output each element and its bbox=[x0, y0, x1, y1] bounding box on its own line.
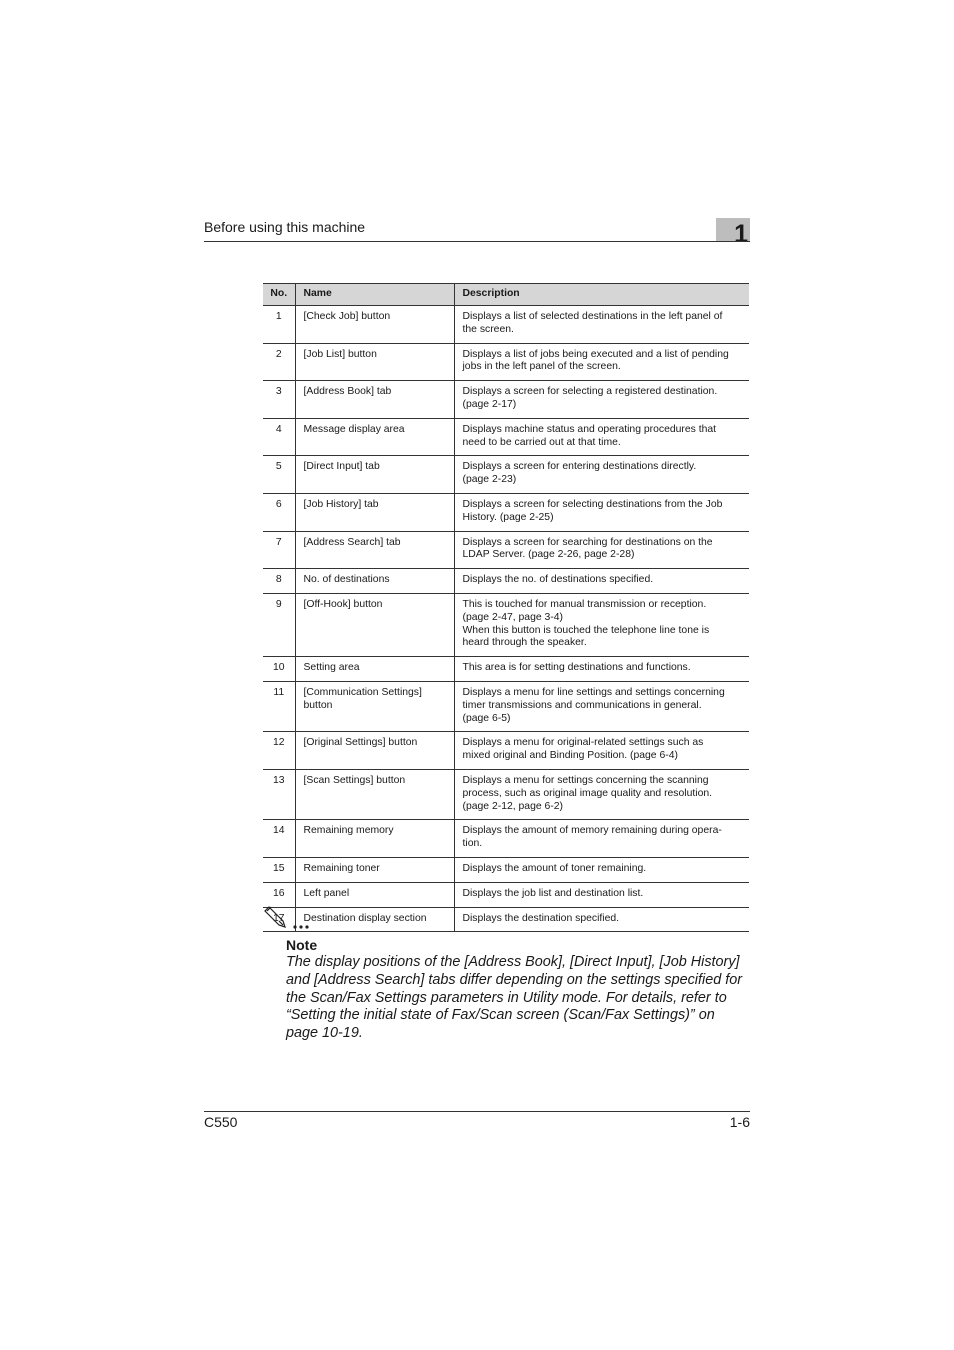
description-line: timer transmissions and communications in general. bbox=[462, 699, 702, 711]
table-row bbox=[263, 732, 749, 770]
description-line: jobs in the left panel of the screen. bbox=[462, 361, 621, 373]
component-description-cell bbox=[454, 732, 749, 770]
table-row bbox=[263, 456, 749, 494]
component-name-cell bbox=[295, 907, 454, 932]
chapter-number-badge: 1 bbox=[716, 218, 750, 241]
row-number-cell: 3 bbox=[263, 381, 295, 419]
description-line: History. (page 2-25) bbox=[462, 511, 554, 523]
component-description-cell bbox=[454, 381, 749, 419]
table-row bbox=[263, 769, 749, 819]
component-name-cell bbox=[295, 306, 454, 344]
component-name-cell bbox=[295, 381, 454, 419]
column-header-description: Description bbox=[454, 284, 749, 306]
component-name-line: [Original Settings] button bbox=[303, 737, 418, 749]
row-number-cell: 12 bbox=[263, 732, 295, 770]
component-name-line: [Check Job] button bbox=[303, 311, 391, 322]
table-row bbox=[263, 343, 749, 381]
note-line: The display positions of the [Address Book], [Direct Input], [Job History] bbox=[286, 954, 740, 970]
description-line: LDAP Server. (page 2-26, page 2-28) bbox=[462, 549, 635, 561]
row-number-cell: 17 bbox=[263, 907, 295, 932]
description-line: (page 2-17) bbox=[462, 398, 517, 410]
description-line: Displays machine status and operating procedures that bbox=[462, 423, 717, 435]
table-header-row bbox=[263, 284, 749, 306]
description-line: Displays a screen for selecting a registered destination. bbox=[462, 386, 718, 398]
row-number-cell: 11 bbox=[263, 681, 295, 731]
component-name-cell bbox=[295, 882, 454, 907]
component-description-cell bbox=[454, 593, 749, 656]
column-header-no: No. bbox=[263, 284, 295, 306]
table-row bbox=[263, 857, 749, 882]
component-name-cell bbox=[295, 531, 454, 569]
component-name-line: Remaining toner bbox=[303, 862, 380, 874]
row-number-cell: 13 bbox=[263, 769, 295, 819]
component-description-cell bbox=[454, 769, 749, 819]
component-description-cell bbox=[454, 493, 749, 531]
description-line: Displays a list of jobs being executed and a list of pending bbox=[462, 348, 729, 360]
column-header-name: Name bbox=[295, 284, 454, 306]
component-description-cell bbox=[454, 857, 749, 882]
component-name-cell bbox=[295, 343, 454, 381]
row-number-cell: 14 bbox=[263, 820, 295, 858]
table-row bbox=[263, 593, 749, 656]
description-line: Displays the no. of destinations specified. bbox=[462, 574, 654, 586]
component-name-line: Remaining memory bbox=[303, 825, 394, 837]
note-line: “Setting the initial state of Fax/Scan screen (Scan/Fax Settings)” on bbox=[286, 1007, 715, 1024]
note-line: the Scan/Fax Settings parameters in Utility mode. For details, refer to bbox=[286, 989, 727, 1006]
description-line: Displays the amount of toner remaining. bbox=[462, 862, 647, 874]
table-row bbox=[263, 381, 749, 419]
component-name-cell bbox=[295, 569, 454, 594]
component-description-cell bbox=[454, 820, 749, 858]
table-row bbox=[263, 681, 749, 731]
screen-components-table bbox=[263, 283, 749, 932]
component-description-cell bbox=[454, 418, 749, 456]
note-label: Note bbox=[286, 937, 318, 953]
pencil-note-icon bbox=[263, 905, 313, 931]
table-row bbox=[263, 657, 749, 682]
description-line: (page 2-47, page 3-4) bbox=[462, 611, 564, 623]
component-name-line: No. of destinations bbox=[303, 574, 390, 586]
note-line: and [Address Search] tabs differ depending on the settings specified for bbox=[286, 971, 742, 988]
description-line: This area is for setting destinations and functions. bbox=[462, 662, 691, 674]
component-name-line: Setting area bbox=[303, 662, 360, 674]
component-description-cell bbox=[454, 456, 749, 494]
component-name-line: button bbox=[303, 699, 333, 711]
component-description-cell bbox=[454, 882, 749, 907]
footer-divider bbox=[204, 1111, 750, 1112]
page-header-title: Before using this machine bbox=[204, 219, 366, 235]
table-row bbox=[263, 820, 749, 858]
description-line: the screen. bbox=[462, 323, 514, 335]
row-number-cell: 10 bbox=[263, 657, 295, 682]
component-name-cell bbox=[295, 418, 454, 456]
table-row bbox=[263, 493, 749, 531]
component-name-cell bbox=[295, 681, 454, 731]
table-row bbox=[263, 531, 749, 569]
description-line: process, such as original image quality and resolution. bbox=[462, 787, 713, 799]
table-body bbox=[263, 306, 749, 932]
footer-model-name: C550 bbox=[204, 1114, 238, 1130]
description-line: Displays a screen for entering destinations directly. bbox=[462, 461, 697, 473]
component-name-line: [Scan Settings] button bbox=[303, 774, 406, 786]
description-line: need to be carried out at that time. bbox=[462, 436, 621, 448]
description-line: When this button is touched the telephone line tone is bbox=[462, 624, 710, 636]
component-name-line: [Communication Settings] bbox=[303, 686, 422, 698]
component-name-line: [Job History] tab bbox=[303, 498, 379, 510]
description-line: Displays a screen for selecting destinations from the Job bbox=[462, 498, 723, 510]
table-row bbox=[263, 569, 749, 594]
component-name-line: Left panel bbox=[303, 887, 350, 899]
table-row bbox=[263, 306, 749, 344]
note-line: page 10-19. bbox=[286, 1025, 363, 1042]
description-line: Displays a menu for line settings and settings concerning bbox=[462, 686, 725, 698]
description-line: This is touched for manual transmission or reception. bbox=[462, 598, 707, 610]
component-name-cell bbox=[295, 657, 454, 682]
description-line: Displays a list of selected destinations in the left panel of bbox=[462, 311, 723, 322]
component-name-cell bbox=[295, 456, 454, 494]
component-description-cell bbox=[454, 907, 749, 932]
row-number-cell: 8 bbox=[263, 569, 295, 594]
row-number-cell: 4 bbox=[263, 418, 295, 456]
description-line: Displays a screen for searching for destinations on the bbox=[462, 536, 713, 548]
component-name-cell bbox=[295, 769, 454, 819]
footer-page-number: 1-6 bbox=[729, 1114, 750, 1130]
table-row bbox=[263, 882, 749, 907]
row-number-cell: 2 bbox=[263, 343, 295, 381]
component-name-cell bbox=[295, 857, 454, 882]
component-name-line: [Direct Input] tab bbox=[303, 461, 380, 473]
component-name-line: Destination display section bbox=[303, 912, 427, 924]
component-name-line: [Address Book] tab bbox=[303, 386, 392, 398]
description-line: Displays a menu for original-related settings such as bbox=[462, 737, 704, 749]
component-name-line: Message display area bbox=[303, 423, 405, 435]
description-line: mixed original and Binding Position. (page 6-4) bbox=[462, 750, 678, 762]
description-line: Displays the job list and destination list. bbox=[462, 887, 644, 899]
component-name-cell bbox=[295, 593, 454, 656]
row-number-cell: 15 bbox=[263, 857, 295, 882]
header-divider bbox=[204, 241, 750, 242]
description-line: (page 2-12, page 6-2) bbox=[462, 800, 564, 812]
description-line: Displays the destination specified. bbox=[462, 912, 620, 924]
component-description-cell bbox=[454, 657, 749, 682]
description-line: (page 2-23) bbox=[462, 474, 517, 486]
description-line: Displays a menu for settings concerning the scanning bbox=[462, 774, 709, 786]
component-description-cell bbox=[454, 343, 749, 381]
description-line: Displays the amount of memory remaining during opera- bbox=[462, 825, 722, 837]
component-description-cell bbox=[454, 306, 749, 344]
description-line: (page 6-5) bbox=[462, 712, 511, 724]
component-description-cell bbox=[454, 569, 749, 594]
description-line: heard through the speaker. bbox=[462, 637, 587, 649]
note-text bbox=[286, 954, 752, 1043]
component-name-line: [Off-Hook] button bbox=[303, 598, 383, 610]
component-description-cell bbox=[454, 531, 749, 569]
row-number-cell: 9 bbox=[263, 593, 295, 656]
component-name-cell bbox=[295, 493, 454, 531]
row-number-cell: 16 bbox=[263, 882, 295, 907]
description-line: tion. bbox=[462, 838, 483, 850]
component-name-cell bbox=[295, 732, 454, 770]
component-name-cell bbox=[295, 820, 454, 858]
component-name-line: [Job List] button bbox=[303, 348, 377, 360]
row-number-cell: 7 bbox=[263, 531, 295, 569]
table-row bbox=[263, 418, 749, 456]
table-row bbox=[263, 907, 749, 932]
component-name-line: [Address Search] tab bbox=[303, 536, 401, 548]
row-number-cell: 1 bbox=[263, 306, 295, 344]
row-number-cell: 5 bbox=[263, 456, 295, 494]
row-number-cell: 6 bbox=[263, 493, 295, 531]
component-description-cell bbox=[454, 681, 749, 731]
